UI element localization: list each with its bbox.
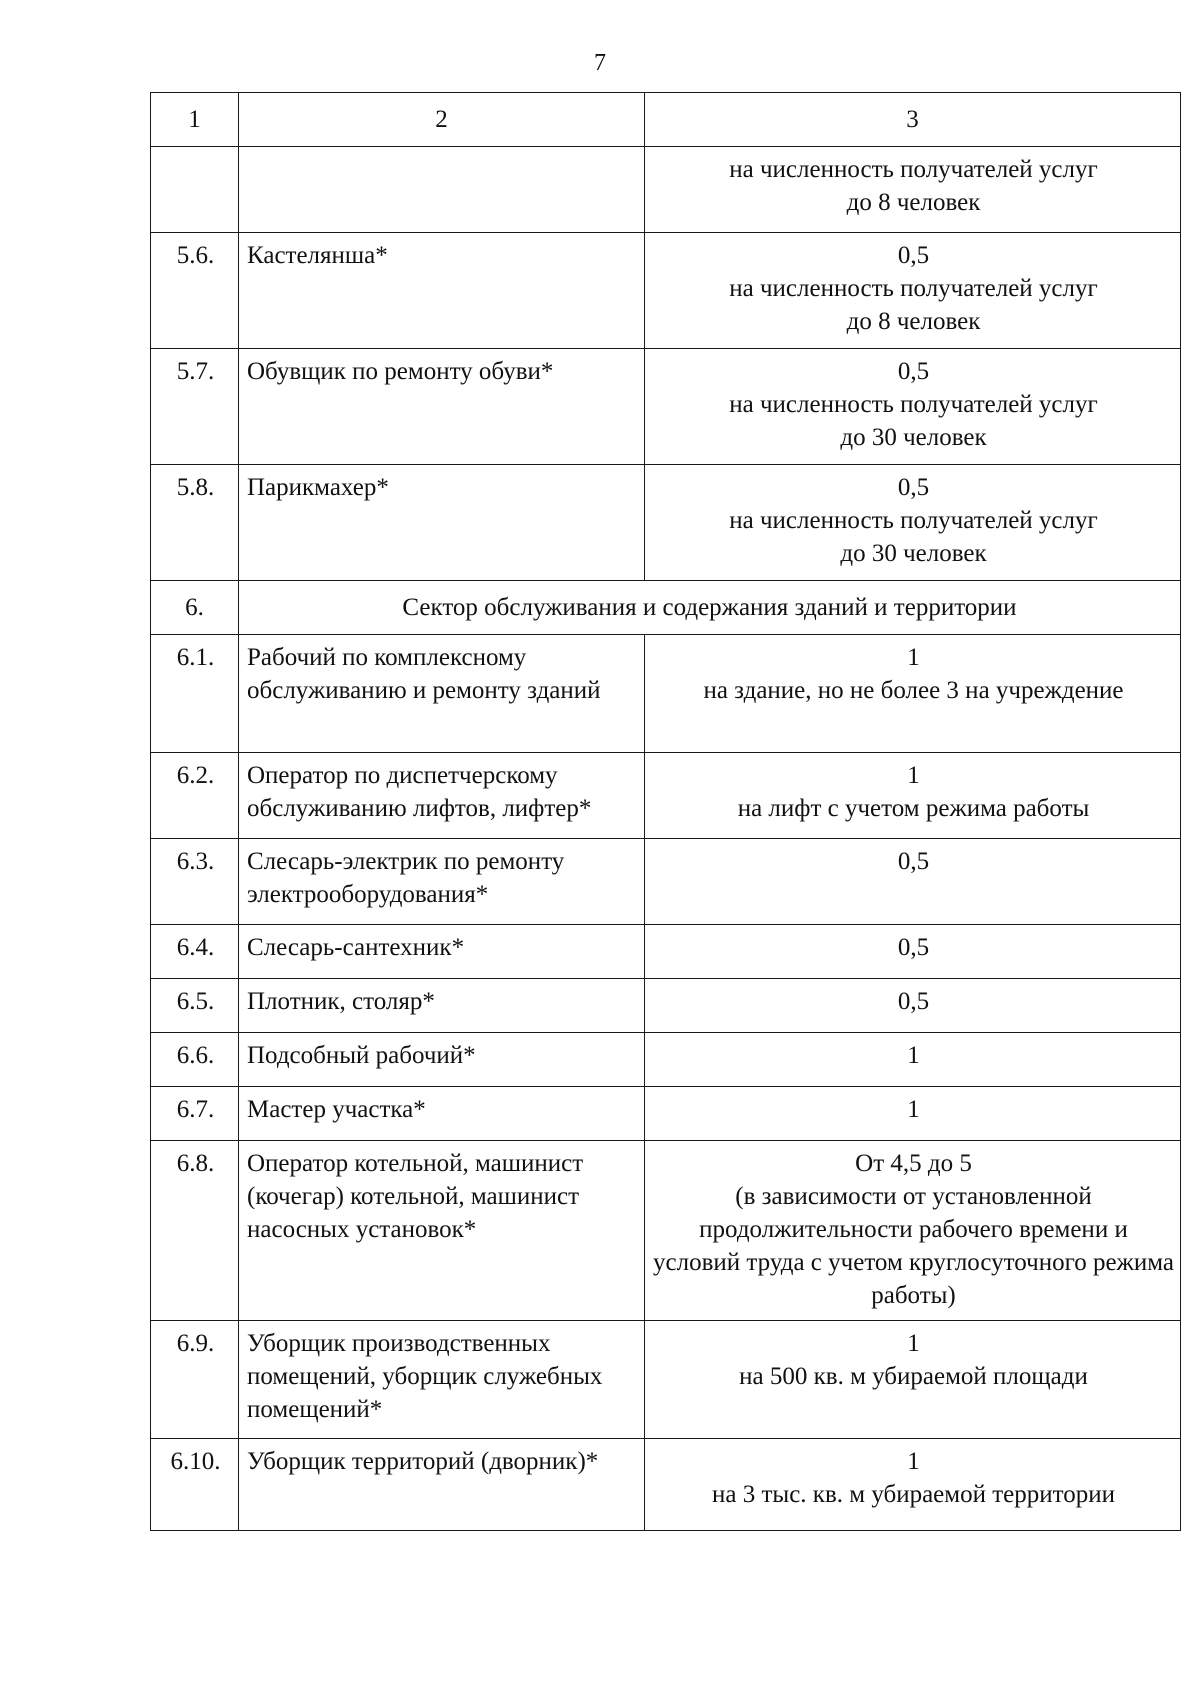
staffing-norm: [645, 349, 1181, 465]
norm-line: 0,5: [897, 848, 930, 875]
norm-line: 1: [907, 1448, 920, 1475]
position-name: Парикмахер*: [239, 465, 645, 581]
norm-line: на численность получателей услуг: [729, 507, 1098, 534]
staffing-norm: [645, 979, 1181, 1033]
norm-line: 0,5: [897, 242, 930, 269]
norm-line: 1: [907, 644, 920, 671]
table-row: [151, 1321, 1181, 1439]
staff-norms-table: [150, 92, 1181, 1531]
norm-line: 0,5: [897, 474, 930, 501]
section-number: 6.: [151, 581, 239, 635]
norm-line: (в зависимости от установленной продолжительности рабочего времени и условий труда с учетом круглосуточного режима работы): [653, 1183, 1174, 1309]
table-row: [151, 925, 1181, 979]
staffing-norm: [645, 925, 1181, 979]
header-col-1: 1: [151, 93, 239, 147]
staffing-norm: [645, 1141, 1181, 1321]
table-row: [151, 1087, 1181, 1141]
norm-line: на лифт с учетом режима работы: [737, 795, 1090, 822]
position-name: Оператор котельной, машинист (кочегар) котельной, машинист насосных установок*: [239, 1141, 645, 1321]
staffing-norm: [645, 1439, 1181, 1531]
position-name: Слесарь-электрик по ремонту электрооборудования*: [239, 839, 645, 925]
position-name: [239, 147, 645, 233]
table-header-row: [151, 93, 1181, 147]
position-name: Кастелянша*: [239, 233, 645, 349]
row-number: 5.8.: [151, 465, 239, 581]
row-number: 6.5.: [151, 979, 239, 1033]
table-row: [151, 635, 1181, 753]
table-row: [151, 979, 1181, 1033]
table-row: [151, 839, 1181, 925]
norm-line: 1: [907, 762, 920, 789]
norm-line: до 8 человек: [846, 189, 981, 216]
norm-line: От 4,5 до 5: [855, 1150, 972, 1177]
staffing-norm: [645, 1087, 1181, 1141]
position-name: Мастер участка*: [239, 1087, 645, 1141]
staffing-norm: [645, 1321, 1181, 1439]
staffing-norm: [645, 465, 1181, 581]
section-title: Сектор обслуживания и содержания зданий и территории: [239, 581, 1181, 635]
table-row: [151, 1033, 1181, 1087]
table-row: [151, 1439, 1181, 1531]
staffing-norm: [645, 1033, 1181, 1087]
row-number: 6.10.: [151, 1439, 239, 1531]
header-col-2: 2: [239, 93, 645, 147]
row-number: 6.9.: [151, 1321, 239, 1439]
norm-line: на 500 кв. м убираемой площади: [739, 1363, 1088, 1390]
row-number: 5.7.: [151, 349, 239, 465]
table-row: [151, 147, 1181, 233]
norm-line: 1: [907, 1330, 920, 1357]
position-name: Уборщик производственных помещений, уборщик служебных помещений*: [239, 1321, 645, 1439]
header-col-3: 3: [645, 93, 1181, 147]
row-number: 6.8.: [151, 1141, 239, 1321]
position-name: Плотник, столяр*: [239, 979, 645, 1033]
staffing-norm: [645, 753, 1181, 839]
page-number: 7: [594, 50, 606, 76]
table-row: [151, 349, 1181, 465]
table-row: [151, 465, 1181, 581]
section-row: [151, 581, 1181, 635]
position-name: Обувщик по ремонту обуви*: [239, 349, 645, 465]
row-number: 6.6.: [151, 1033, 239, 1087]
staffing-norm: [645, 839, 1181, 925]
table-row: [151, 1141, 1181, 1321]
staffing-norm: [645, 635, 1181, 753]
norm-line: на численность получателей услуг: [729, 391, 1098, 418]
norm-line: до 30 человек: [840, 540, 987, 567]
norm-line: на здание, но не более 3 на учреждение: [703, 677, 1124, 704]
staffing-norm: [645, 233, 1181, 349]
row-number: [151, 147, 239, 233]
norm-line: на 3 тыс. кв. м убираемой территории: [712, 1481, 1115, 1508]
norm-line: 1: [907, 1042, 920, 1069]
row-number: 6.4.: [151, 925, 239, 979]
norm-line: 1: [907, 1096, 920, 1123]
norm-line: 0,5: [897, 934, 930, 961]
norm-line: на численность получателей услуг: [729, 156, 1098, 183]
norm-line: 0,5: [897, 988, 930, 1015]
norm-line: 0,5: [897, 358, 930, 385]
row-number: 6.2.: [151, 753, 239, 839]
row-number: 6.3.: [151, 839, 239, 925]
table-row: [151, 753, 1181, 839]
norm-line: до 8 человек: [846, 308, 981, 335]
row-number: 6.1.: [151, 635, 239, 753]
norm-line: до 30 человек: [840, 424, 987, 451]
staffing-norm: [645, 147, 1181, 233]
position-name: Оператор по диспетчерскому обслуживанию лифтов, лифтер*: [239, 753, 645, 839]
position-name: Уборщик территорий (дворник)*: [239, 1439, 645, 1531]
position-name: Подсобный рабочий*: [239, 1033, 645, 1087]
table-row: [151, 233, 1181, 349]
norm-line: на численность получателей услуг: [729, 275, 1098, 302]
row-number: 6.7.: [151, 1087, 239, 1141]
position-name: Рабочий по комплексному обслуживанию и ремонту зданий: [239, 635, 645, 753]
row-number: 5.6.: [151, 233, 239, 349]
position-name: Слесарь-сантехник*: [239, 925, 645, 979]
